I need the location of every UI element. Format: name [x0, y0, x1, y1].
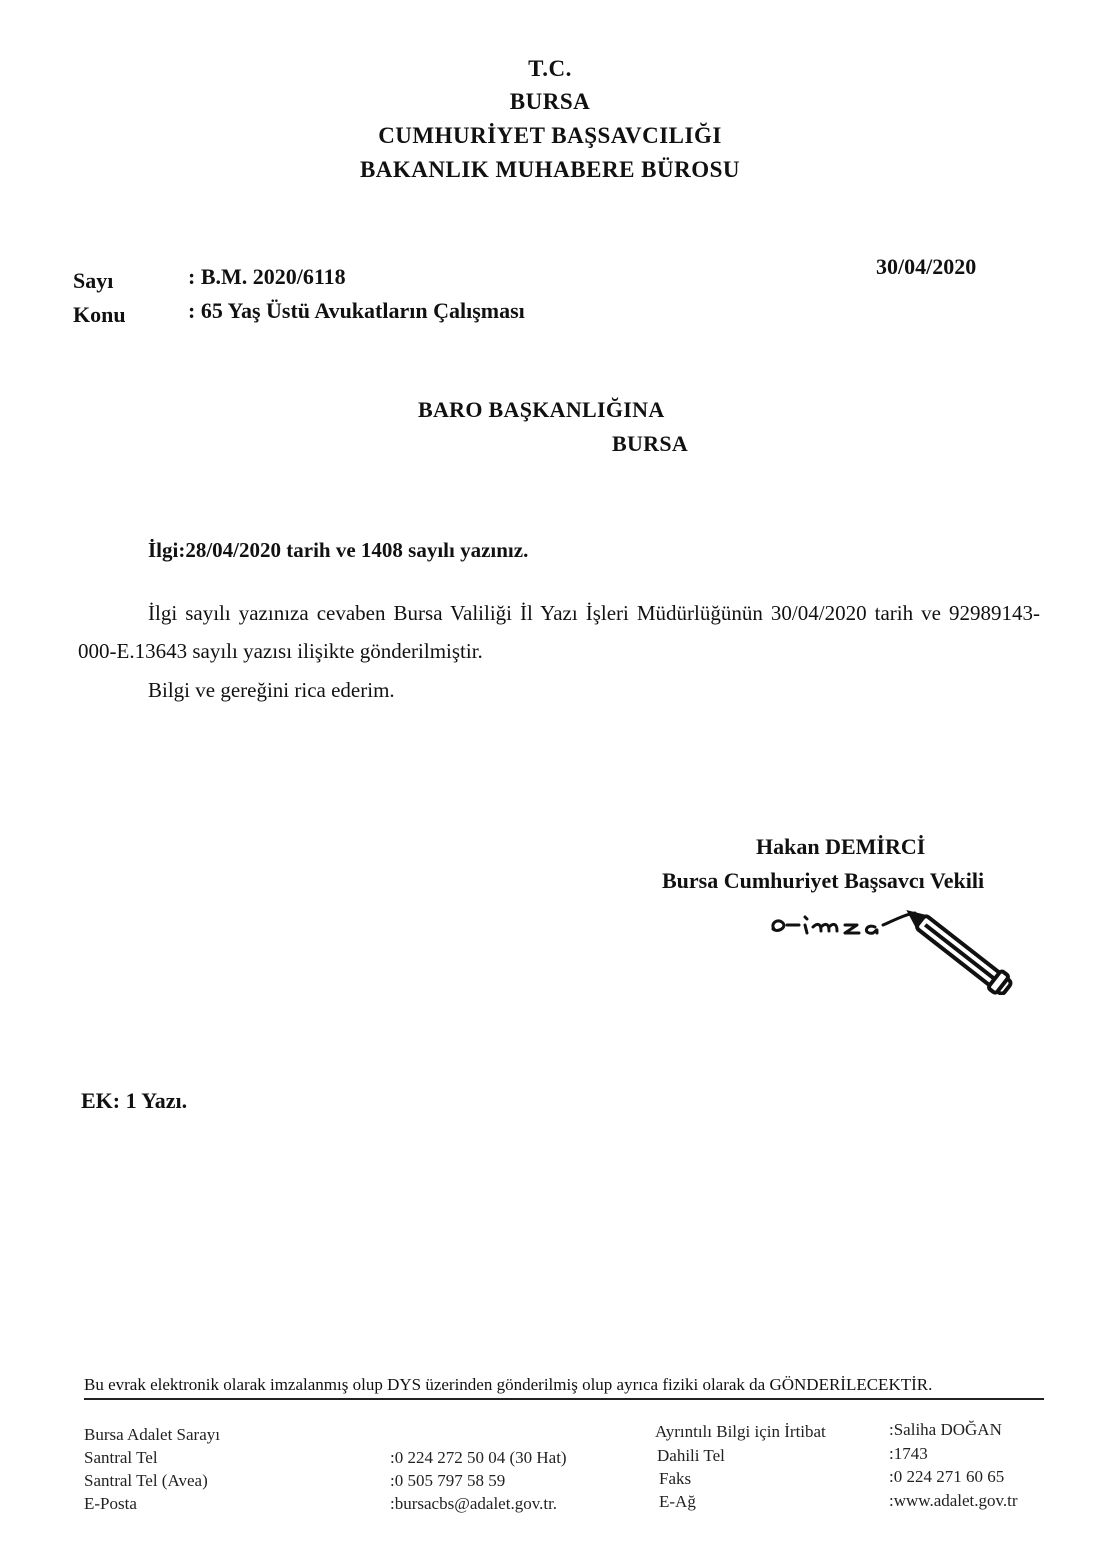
footer-left-label-1: Bursa Adalet Sarayı: [84, 1425, 220, 1444]
footer-right-value-1: :Saliha DOĞAN: [889, 1420, 1002, 1439]
header-bureau: BAKANLIK MUHABERE BÜROSU: [359, 157, 741, 182]
footer-left-value-2: :0 224 272 50 04 (30 Hat): [390, 1448, 567, 1467]
footer-left-label-2: Santral Tel: [84, 1448, 158, 1467]
signer-title: Bursa Cumhuriyet Başsavcı Vekili: [662, 868, 985, 893]
addressee-city: BURSA: [612, 431, 689, 456]
header-city: BURSA: [509, 89, 591, 114]
sayi-value: : B.M. 2020/6118: [188, 264, 346, 289]
konu-label: Konu: [73, 302, 126, 327]
konu-value: : 65 Yaş Üstü Avukatların Çalışması: [188, 298, 525, 323]
body-paragraph-2: Bilgi ve gereğini rica ederim.: [148, 678, 395, 702]
sayi-label: Sayı: [73, 268, 114, 293]
header-tc: T.C.: [528, 56, 572, 81]
reference-line: İlgi:28/04/2020 tarih ve 1408 sayılı yazınız.: [148, 538, 529, 562]
footer-right-value-3: :0 224 271 60 65: [889, 1467, 1005, 1486]
header-office: CUMHURİYET BAŞSAVCILIĞI: [378, 123, 722, 148]
footer-right-label-1: Ayrıntılı Bilgi için İrtibat: [655, 1422, 826, 1441]
footer-right-label-2: Dahili Tel: [657, 1446, 725, 1465]
footer-note: Bu evrak elektronik olarak imzalanmış olup DYS üzerinden gönderilmiş olup ayrıca fiziki olarak da GÖNDERİLECEKTİR.: [84, 1375, 1044, 1400]
signer-name: Hakan DEMİRCİ: [756, 834, 926, 859]
footer-left-label-4: E-Posta: [84, 1494, 137, 1513]
attachment-line: EK: 1 Yazı.: [81, 1088, 188, 1113]
footer-right-value-2: :1743: [889, 1444, 928, 1463]
document-date: 30/04/2020: [876, 254, 977, 279]
addressee-title: BARO BAŞKANLIĞINA: [418, 397, 665, 422]
body-paragraph-1: İlgi sayılı yazınıza cevaben Bursa Valiliği İl Yazı İşleri Müdürlüğünün 30/04/2020 tarih ve 92989143-000-E.13643 sayılı yazısı ilişikte gönderilmiştir.: [78, 601, 1040, 663]
e-imza-stamp-icon: [765, 895, 1025, 995]
footer-right-label-4: E-Ağ: [659, 1492, 696, 1511]
footer-right-value-4: :www.adalet.gov.tr: [889, 1491, 1018, 1510]
footer-left-label-3: Santral Tel (Avea): [84, 1471, 208, 1490]
footer-right-label-3: Faks: [659, 1469, 692, 1488]
footer-left-value-4: :bursacbs@adalet.gov.tr.: [390, 1494, 558, 1513]
footer-left-value-3: :0 505 797 58 59: [390, 1471, 506, 1490]
